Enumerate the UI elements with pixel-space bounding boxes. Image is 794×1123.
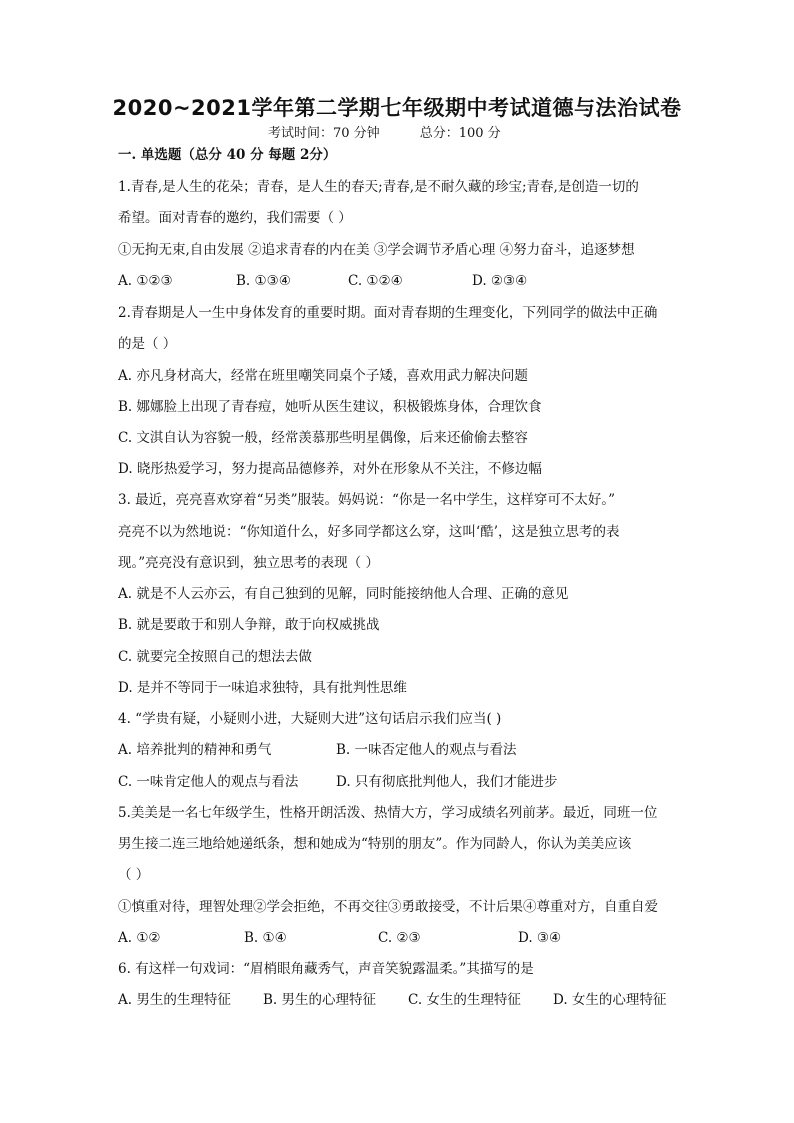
q5-stem-line2: 男生接二连三地给她递纸条，想和她成为“特别的朋友”。作为同龄人，你认为美美应该 [118,836,632,852]
q3-option-b: B. 就是要敢于和别人争辩，敢于向权威挑战 [118,617,380,633]
q5-option-a: A. ①② [118,930,161,946]
q3-stem-line2: 亮亮不以为然地说：“你知道什么，好多同学都这么穿，这叫‘酷’，这是独立思考的表 [118,524,620,540]
q6-stem-line1: 6. 有这样一句戏词：“眉梢眼角藏秀气，声音笑貌露温柔。”其描写的是 [118,961,534,977]
q1-options [118,272,527,290]
q5-statements: ①慎重对待，理智处理②学会拒绝，不再交往③勇敢接受，不计后果④尊重对方，自重自爱 [118,899,658,915]
q2-option-d: D. 晓彤热爱学习，努力提高品德修养，对外在形象从不关注，不修边幅 [118,461,542,477]
q6-option-d: D. 女生的心理特征 [553,992,667,1008]
q1-statements: ①无拘无束,自由发展 ②追求青春的内在美 ③学会调节矛盾心理 ④努力奋斗，追逐梦想 [118,242,635,258]
q2-stem-line2: 的是（ ） [118,336,177,352]
q5-option-b: B. ①④ [244,930,287,946]
exam-time: 考试时间：70 分钟 [268,126,380,141]
q5-stem-line3: （ ） [118,867,150,883]
section-heading: 一. 单选题（总分 40 分 每题 2分） [118,147,337,163]
q6-options [118,991,666,1009]
q4-option-b: B. 一味否定他人的观点与看法 [336,742,517,758]
q5-stem-line1: 5.美美是一名七年级学生，性格开朗活泼、热情大方，学习成绩名列前茅。最近，同班一位 [118,805,658,821]
q4-options-row2 [118,773,557,791]
q4-option-a: A. 培养批判的精神和勇气 [118,742,272,758]
q2-option-a: A. 亦凡身材高大，经常在班里嘲笑同桌个子矮，喜欢用武力解决问题 [118,368,528,384]
q1-option-b: B. ①③④ [236,273,291,289]
q2-stem-line1: 2.青春期是人一生中身体发育的重要时期。面对青春期的生理变化，下列同学的做法中正确 [118,305,658,321]
q4-option-d: D. 只有彻底批判他人，我们才能进步 [336,774,558,790]
q5-option-d: D. ③④ [518,930,562,946]
q6-option-c: C. 女生的生理特征 [408,992,521,1008]
q3-option-c: C. 就要完全按照自己的想法去做 [118,649,312,665]
q4-options-row1 [118,741,517,759]
q4-stem-line1: 4. “学贵有疑，小疑则小进，大疑则大进”这句话启示我们应当( ) [118,711,502,727]
q3-stem-line1: 3. 最近，亮亮喜欢穿着“另类”服装。妈妈说：“你是一名中学生，这样穿可不太好。” [118,492,616,508]
q2-option-c: C. 文淇自认为容貌一般，经常羡慕那些明星偶像，后来还偷偷去整容 [118,430,528,446]
q1-option-a: A. ①②③ [118,273,173,289]
q1-stem-line1: 1.青春,是人生的花朵；青春，是人生的春天;青春,是不耐久藏的珍宝;青春,是创造一切的 [118,179,639,195]
q6-option-a: A. 男生的生理特征 [118,992,231,1008]
q1-stem-line2: 希望。面对青春的邀约，我们需要（ ） [118,210,352,226]
q2-option-b: B. 娜娜脸上出现了青春痘，她听从医生建议，积极锻炼身体，合理饮食 [118,399,542,415]
q6-option-b: B. 男生的心理特征 [263,992,377,1008]
exam-score: 总分：100 分 [419,126,501,141]
q4-option-c: C. 一味肯定他人的观点与看法 [118,774,299,790]
q1-option-c: C. ①②④ [348,273,403,289]
q3-option-a: A. 就是不人云亦云，有自己独到的见解，同时能接纳他人合理、正确的意见 [118,586,569,602]
q5-options [118,929,561,947]
exam-info [268,122,501,141]
q1-option-d: D. ②③④ [472,273,528,289]
q3-option-d: D. 是并不等同于一味追求独特，具有批判性思维 [118,680,407,696]
q5-option-c: C. ②③ [378,930,421,946]
exam-title: 2020~2021学年第二学期七年级期中考试道德与法治试卷 [112,96,682,120]
q3-stem-line3: 现。”亮亮没有意识到，独立思考的表现（ ） [118,555,379,571]
